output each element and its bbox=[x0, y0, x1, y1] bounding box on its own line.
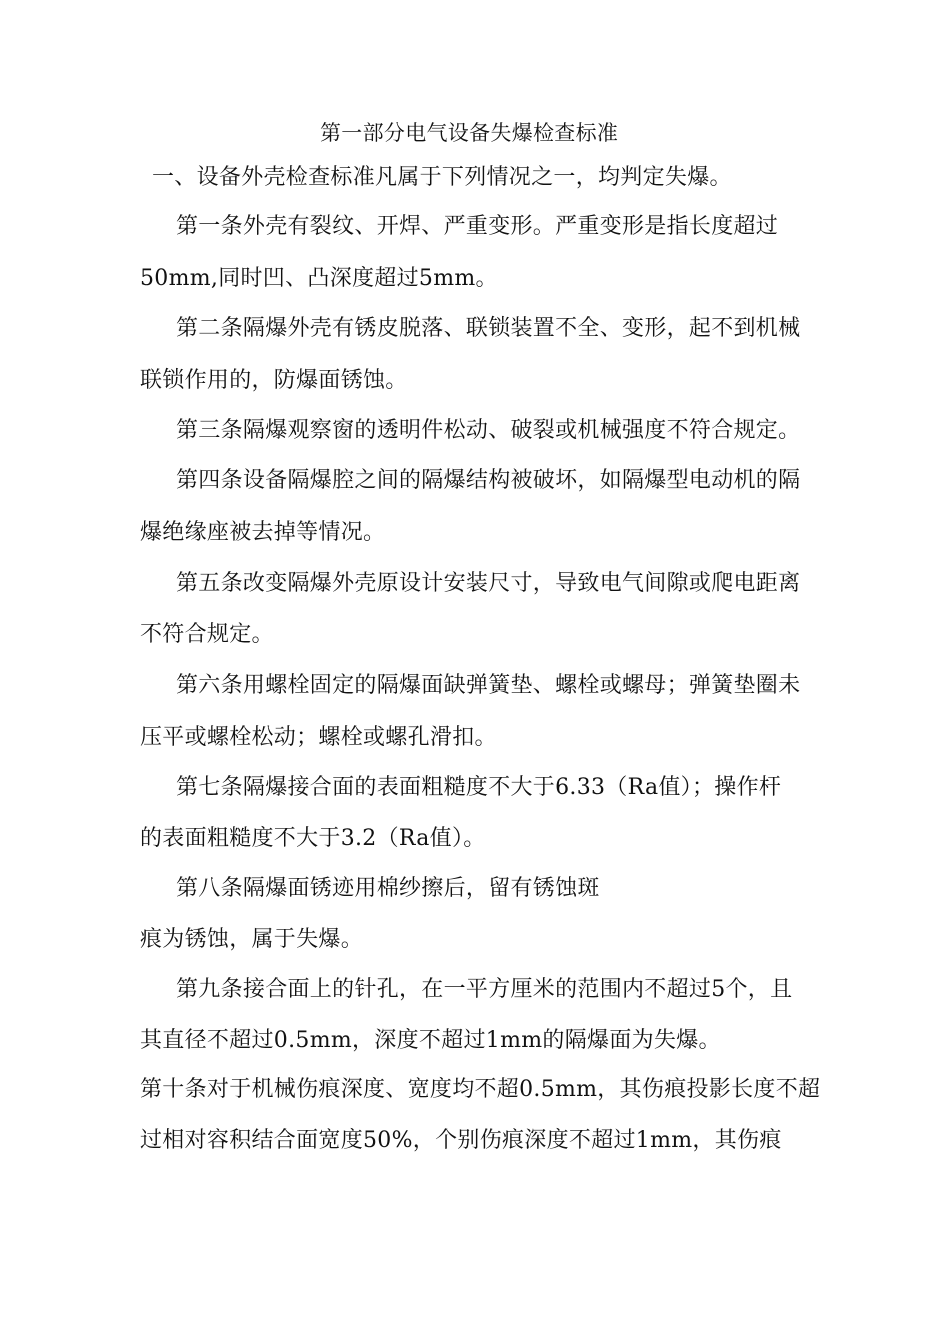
article-4-line-1: 第四条设备隔爆腔之间的隔爆结构被破坏，如隔爆型电动机的隔 bbox=[176, 468, 801, 493]
article-6-line-1: 第六条用螺栓固定的隔爆面缺弹簧垫、螺栓或螺母；弹簧垫圈未 bbox=[176, 673, 801, 698]
article-2-line-2: 联锁作用的，防爆面锈蚀。 bbox=[140, 368, 408, 393]
article-6-line-2: 压平或螺栓松动；螺栓或螺孔滑扣。 bbox=[140, 725, 497, 750]
section-heading: 一、设备外壳检查标准凡属于下列情况之一，均判定失爆。 bbox=[152, 165, 732, 190]
article-10-line-1: 第十条对于机械伤痕深度、宽度均不超0.5mm，其伤痕投影长度不超 bbox=[140, 1077, 821, 1102]
article-7-line-1: 第七条隔爆接合面的表面粗糙度不大于6.33（Ra值）；操作杆 bbox=[176, 775, 782, 800]
article-8-line-2: 痕为锈蚀，属于失爆。 bbox=[140, 927, 364, 952]
page-title: 第一部分电气设备失爆检查标准 bbox=[320, 121, 619, 145]
article-4-line-2: 爆绝缘座被去掉等情况。 bbox=[140, 520, 386, 545]
article-5-line-2: 不符合规定。 bbox=[140, 622, 274, 647]
article-5-line-1: 第五条改变隔爆外壳原设计安装尺寸，导致电气间隙或爬电距离 bbox=[176, 571, 801, 596]
article-8-line-1: 第八条隔爆面锈迹用棉纱擦后，留有锈蚀斑 bbox=[176, 876, 600, 901]
article-1-line-2: 50mm,同时凹、凸深度超过5mm。 bbox=[140, 266, 498, 291]
article-9-line-2: 其直径不超过0.5mm，深度不超过1mm的隔爆面为失爆。 bbox=[140, 1028, 721, 1053]
article-7-line-2: 的表面粗糙度不大于3.2（Ra值）。 bbox=[140, 826, 486, 851]
article-2-line-1: 第二条隔爆外壳有锈皮脱落、联锁装置不全、变形，起不到机械 bbox=[176, 316, 801, 341]
article-9-line-1: 第九条接合面上的针孔，在一平方厘米的范围内不超过5个，且 bbox=[176, 977, 793, 1002]
article-10-line-2: 过相对容积结合面宽度50%，个别伤痕深度不超过1mm，其伤痕 bbox=[140, 1128, 782, 1153]
article-1-line-1: 第一条外壳有裂纹、开焊、严重变形。严重变形是指长度超过 bbox=[176, 214, 779, 239]
article-3-line-1: 第三条隔爆观察窗的透明件松动、破裂或机械强度不符合规定。 bbox=[176, 418, 801, 443]
